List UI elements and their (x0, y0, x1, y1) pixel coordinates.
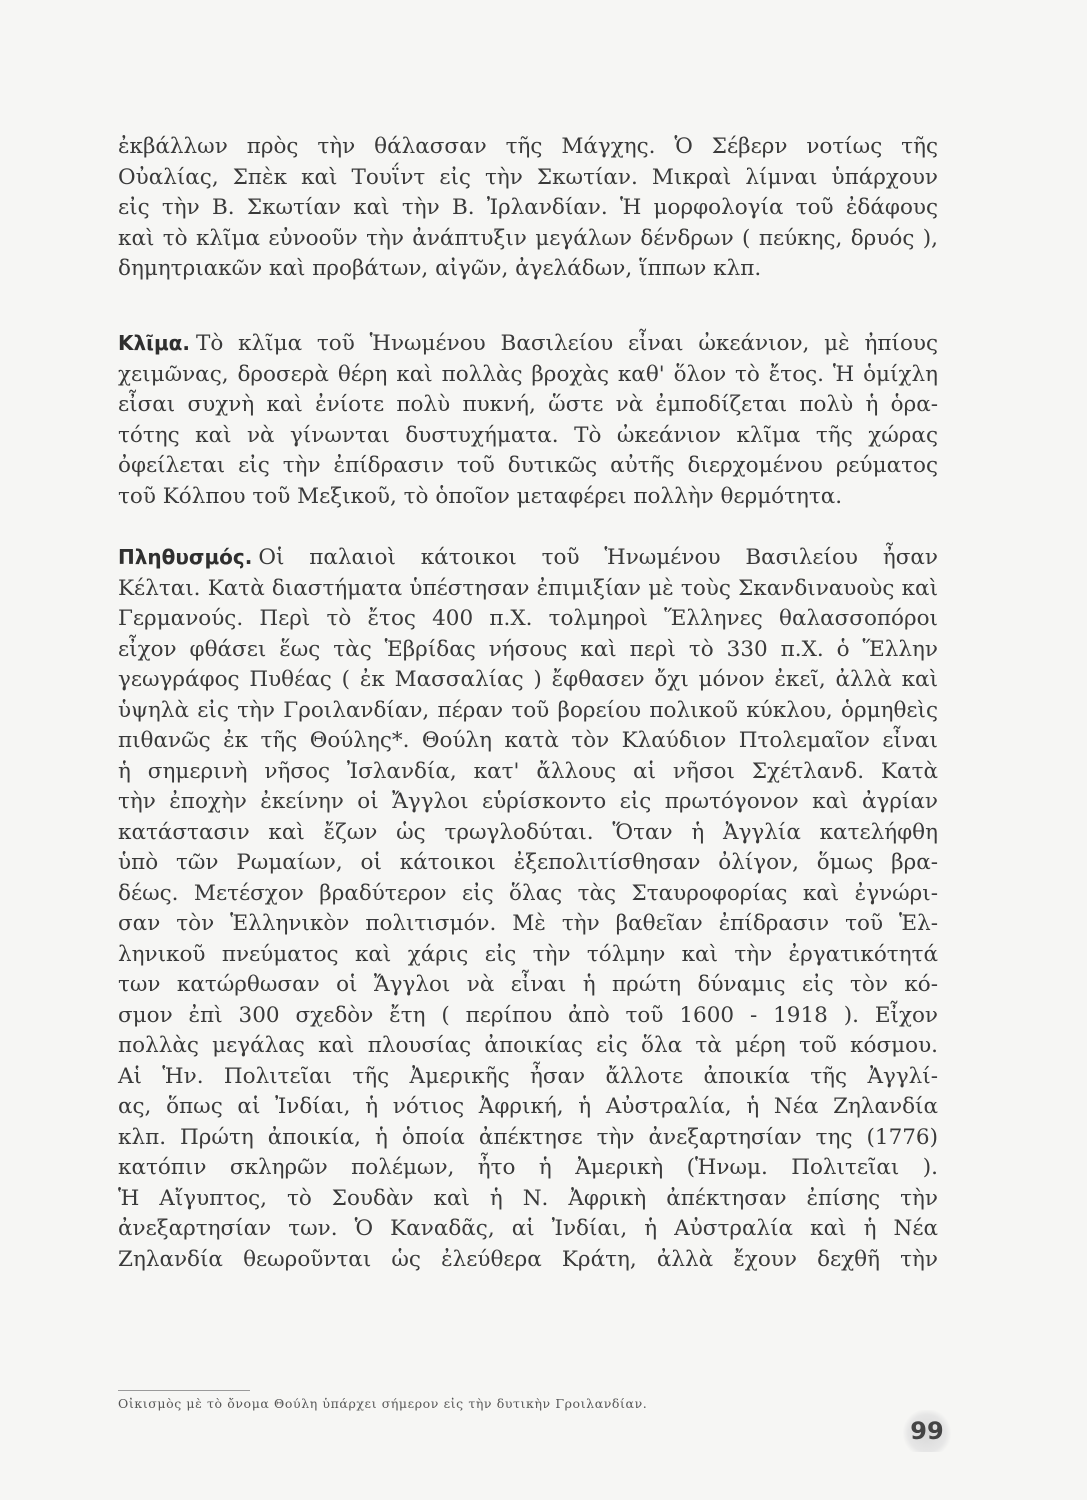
paragraph-population (118, 542, 938, 1275)
text-line (118, 328, 938, 360)
text-line: Ἡ Αἴγυπτος, τὸ Σουδὰν καὶ ἡ Ν. Ἀφρικὴ ἀπέκτησαν ἐπίσης τὴν (118, 1185, 938, 1211)
text-line: ἐκβάλλων πρὸς τὴν θάλασσαν τῆς Μάγχης. Ὁ Σέβερν νοτίως τῆς (118, 134, 938, 159)
text-line: κλπ. Πρώτη ἀποικία, ἡ ὁποία ἀπέκτησε τὴν ἀνεξαρτησίαν της (1776) (118, 1124, 938, 1150)
text-line: τὴν ἐποχὴν ἐκείνην οἱ Ἄγγλοι εὑρίσκοντο εἰς πρωτόγονον καὶ ἀγρίαν (118, 789, 938, 814)
text-line: κατάστασιν καὶ ἔζων ὡς τρωγλοδύται. Ὅταν ἡ Ἀγγλία κατελήφθη (118, 819, 938, 845)
text-line-body: Οἱ παλαιοὶ κάτοικοι τοῦ Ἡνωμένου Βασιλείου ἦσαν (258, 545, 938, 570)
text-line: ὑπὸ τῶν Ρωμαίων, οἱ κάτοικοι ἐξεπολιτίσθησαν ὀλίγον, ὅμως βρα- (118, 850, 938, 875)
text-line: πιθανῶς ἐκ τῆς Θούλης*. Θούλη κατὰ τὸν Κλαύδιον Πτολεμαῖον εἶναι (118, 728, 938, 753)
section-heading-population: Πληθυσμός. (118, 545, 253, 569)
text-line: ας, ὅπως αἱ Ἰνδίαι, ἡ νότιος Ἀφρική, ἡ Αὐστραλία, ἡ Νέα Ζηλανδία (118, 1094, 938, 1119)
text-line: χειμῶνας, δροσερὰ θέρη καὶ πολλὰς βροχὰς καθ' ὅλον τὸ ἔτος. Ἡ ὁμίχλη (118, 361, 938, 387)
text-line: ὀφείλεται εἰς τὴν ἐπίδρασιν τοῦ δυτικῶς αὐτῆς διερχομένου ρεύματος (118, 453, 938, 478)
text-line (118, 542, 938, 574)
text-line: Ζηλανδία θεωροῦνται ὡς ἐλεύθερα Κράτη, ἀλλὰ ἔχουν δεχθῆ τὴν (118, 1246, 938, 1272)
text-line: εἰς τὴν Β. Σκωτίαν καὶ τὴν Β. Ἰρλανδίαν. Ἡ μορφολογία τοῦ ἐδάφους (118, 195, 938, 220)
text-line-body: Τὸ κλῖμα τοῦ Ἡνωμένου Βασιλείου εἶναι ὠκεάνιον, μὲ ἠπίους (196, 331, 938, 356)
text-line: δημητριακῶν καὶ προβάτων, αἰγῶν, ἀγελάδων, ἵππων κλπ. (118, 256, 762, 281)
text-line: ἡ σημερινὴ νῆσος Ἰσλανδία, κατ' ἄλλους αἱ νῆσοι Σχέτλανδ. Κατὰ (118, 758, 938, 784)
page-number: 99 (902, 1410, 952, 1452)
text-line: των κατώρθωσαν οἱ Ἄγγλοι νὰ εἶναι ἡ πρώτη δύναμις εἰς τὸν κό- (118, 972, 938, 997)
text-line: Αἱ Ἡν. Πολιτεῖαι τῆς Ἀμερικῆς ἦσαν ἄλλοτε ἀποικία τῆς Ἀγγλί- (118, 1063, 938, 1089)
text-line: σμον ἐπὶ 300 σχεδὸν ἔτη ( περίπου ἀπὸ τοῦ 1600 - 1918 ). Εἶχον (118, 1002, 938, 1028)
text-line: εἶχον φθάσει ἕως τὰς Ἑβρίδας νήσους καὶ περὶ τὸ 330 π.Χ. ὁ Ἕλλην (118, 636, 938, 662)
text-line: ὑψηλὰ εἰς τὴν Γροιλανδίαν, πέραν τοῦ βορείου πολικοῦ κύκλου, ὁρμηθεὶς (118, 697, 938, 723)
text-line: πολλὰς μεγάλας καὶ πλουσίας ἀποικίας εἰς ὅλα τὰ μέρη τοῦ κόσμου. (118, 1033, 938, 1058)
text-line: ληνικοῦ πνεύματος καὶ χάρις εἰς τὴν τόλμην καὶ τὴν ἐργατικότητά (118, 941, 938, 967)
text-line: δέως. Μετέσχον βραδύτερον εἰς ὅλας τὰς Σταυροφορίας καὶ ἐγνώρι- (118, 880, 938, 906)
section-heading-climate: Κλῖμα. (118, 331, 191, 355)
text-line: γεωγράφος Πυθέας ( ἐκ Μασσαλίας ) ἔφθασεν ὄχι μόνον ἐκεῖ, ἀλλὰ καὶ (118, 667, 938, 692)
paragraph-climate (118, 328, 938, 512)
text-line: τοῦ Κόλπου τοῦ Μεξικοῦ, τὸ ὁποῖον μεταφέρει πολλὴν θερμότητα. (118, 483, 843, 509)
text-line: σαν τὸν Ἑλληνικὸν πολιτισμόν. Μὲ τὴν βαθεῖαν ἐπίδρασιν τοῦ Ἑλ- (118, 911, 938, 936)
text-line: κατόπιν σκληρῶν πολέμων, ἦτο ἡ Ἀμερικὴ (Ἡνωμ. Πολιτεῖαι ). (118, 1155, 938, 1180)
text-line: καὶ τὸ κλῖμα εὐνοοῦν τὴν ἀνάπτυξιν μεγάλων δένδρων ( πεύκης, δρυός ), (118, 225, 938, 251)
text-line: ἀνεξαρτησίαν των. Ὁ Καναδᾶς, αἱ Ἰνδίαι, ἡ Αὐστραλία καὶ ἡ Νέα (118, 1216, 938, 1241)
text-line: τότης καὶ νὰ γίνωνται δυστυχήματα. Τὸ ὠκεάνιον κλῖμα τῆς χώρας (118, 422, 938, 448)
footnote: Οἰκισμὸς μὲ τὸ ὄνομα Θούλη ὑπάρχει σήμερον εἰς τὴν δυτικὴν Γροιλανδίαν. (118, 1396, 648, 1411)
text-line: εἶσαι συχνὴ καὶ ἐνίοτε πολὺ πυκνή, ὥστε νὰ ἐμποδίζεται πολὺ ἡ ὁρα- (118, 392, 938, 417)
paragraph-rivers (118, 132, 938, 285)
text-line: Γερμανούς. Περὶ τὸ ἔτος 400 π.Χ. τολμηροὶ Ἕλληνες θαλασσοπόροι (118, 606, 938, 631)
footnote-divider (118, 1390, 250, 1391)
text-line: Κέλται. Κατὰ διαστήματα ὑπέστησαν ἐπιμιξίαν μὲ τοὺς Σκανδιναυοὺς καὶ (118, 575, 938, 601)
text-line: Οὐαλίας, Σπὲκ καὶ Τουΐντ εἰς τὴν Σκωτίαν. Μικραὶ λίμναι ὑπάρχουν (118, 164, 938, 190)
